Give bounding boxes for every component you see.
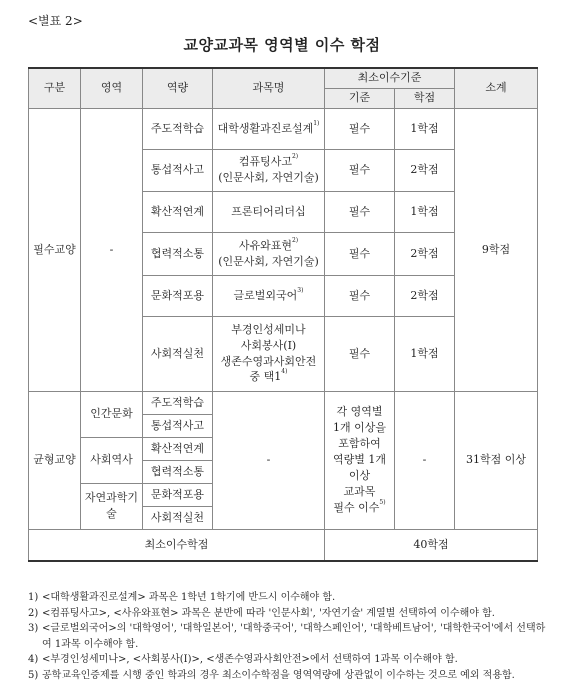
credit-cell: 2학점 bbox=[395, 149, 455, 191]
standard-cell: 필수 bbox=[325, 149, 395, 191]
footnote: 5) 공학교육인증제를 시행 중인 학과의 경우 최소이수학점을 영역역량에 상관없이 이수하는 것으로 예외 적용함. bbox=[28, 669, 515, 681]
table-row bbox=[29, 108, 538, 149]
course-cell: 컴퓨팅사고$^{2)}$ (인문사회, 자연기술) bbox=[213, 149, 325, 191]
standard-cell: 필수 bbox=[325, 316, 395, 391]
header-course: 과목명 bbox=[213, 68, 325, 108]
credit-cell: 1학점 bbox=[395, 191, 455, 232]
competency-cell: 확산적연계 bbox=[143, 437, 213, 460]
subtotal-required: 9학점 bbox=[455, 108, 538, 391]
header-area: 영역 bbox=[81, 68, 143, 108]
competency-cell: 문화적포용 bbox=[143, 483, 213, 506]
footnote: 4) <부경인성세미나>, <사회봉사(Ⅰ)>, <생존수영과사회안전>에서 선택하여 1과목 이수해야 함. bbox=[28, 654, 458, 665]
competency-cell: 사회적실천 bbox=[143, 506, 213, 529]
competency-cell: 확산적연계 bbox=[143, 191, 213, 232]
appendix-label: <별표 2> bbox=[28, 14, 83, 28]
footnote: 1) <대학생활과진로설계> 과목은 1학년 1학기에 반드시 이수해야 함. bbox=[28, 592, 336, 603]
course-cell: 부경인성세미나 사회봉사(Ⅰ) 생존수영과사회안전 중 택1$^{4)}$ bbox=[213, 316, 325, 391]
footnotes bbox=[28, 590, 548, 683]
table-row bbox=[29, 391, 538, 414]
division-required: 필수교양 bbox=[29, 108, 81, 391]
footnote: 3) <글로벌외국어>의 '대학영어', '대학일본어', '대학중국어', '대학스페인어', '대학베트남어', '대학한국어'에서 선택하여 1과목 이수해야 함. bbox=[28, 623, 546, 650]
competency-cell: 통섭적사고 bbox=[143, 149, 213, 191]
competency-cell: 사회적실천 bbox=[143, 316, 213, 391]
subtotal-balanced: 31학점 이상 bbox=[455, 391, 538, 529]
competency-cell: 협력적소통 bbox=[143, 460, 213, 483]
standard-cell: 필수 bbox=[325, 108, 395, 149]
credit-cell: 1학점 bbox=[395, 316, 455, 391]
course-cell: 글로벌외국어$^{3)}$ bbox=[213, 275, 325, 316]
standard-cell: 필수 bbox=[325, 275, 395, 316]
area-cell: 인간문화 bbox=[81, 391, 143, 437]
header-minimum: 최소이수기준 bbox=[325, 68, 455, 88]
course-cell: 대학생활과진로설계$^{1)}$ bbox=[213, 108, 325, 149]
total-label: 최소이수학점 bbox=[29, 529, 325, 561]
footnote: 2) <컴퓨팅사고>, <사유와표현> 과목은 분반에 따라 '인문사회', '자연기술' 계열별 선택하여 이수해야 함. bbox=[28, 607, 495, 619]
header-credit: 학점 bbox=[395, 88, 455, 108]
competency-cell: 협력적소통 bbox=[143, 232, 213, 275]
credit-cell: 1학점 bbox=[395, 108, 455, 149]
credit-cell-balanced: - bbox=[395, 391, 455, 529]
header-division: 구분 bbox=[29, 68, 81, 108]
standard-cell-balanced: 각 영역별 1개 이상을 포함하여 역량별 1개 이상 교과목 필수 이수$^{5)}$ bbox=[325, 391, 395, 529]
total-value: 40학점 bbox=[325, 529, 538, 561]
division-balanced: 균형교양 bbox=[29, 391, 81, 529]
area-required: - bbox=[81, 108, 143, 391]
course-cell-balanced: - bbox=[213, 391, 325, 529]
standard-cell: 필수 bbox=[325, 191, 395, 232]
competency-cell: 문화적포용 bbox=[143, 275, 213, 316]
area-cell: 사회역사 bbox=[81, 437, 143, 483]
area-cell: 자연과학기술 bbox=[81, 483, 143, 529]
header-subtotal: 소계 bbox=[455, 68, 538, 108]
credit-cell: 2학점 bbox=[395, 232, 455, 275]
header-competency: 역량 bbox=[143, 68, 213, 108]
credit-table bbox=[28, 67, 538, 562]
credit-cell: 2학점 bbox=[395, 275, 455, 316]
total-row bbox=[29, 529, 538, 561]
standard-cell: 필수 bbox=[325, 232, 395, 275]
header-standard: 기준 bbox=[325, 88, 395, 108]
course-cell: 사유와표현$^{2)}$ (인문사회, 자연기술) bbox=[213, 232, 325, 275]
competency-cell: 통섭적사고 bbox=[143, 414, 213, 437]
page-title: 교양교과목 영역별 이수 학점 bbox=[183, 36, 381, 54]
competency-cell: 주도적학습 bbox=[143, 108, 213, 149]
course-cell: 프론티어리더십 bbox=[213, 191, 325, 232]
competency-cell: 주도적학습 bbox=[143, 391, 213, 414]
